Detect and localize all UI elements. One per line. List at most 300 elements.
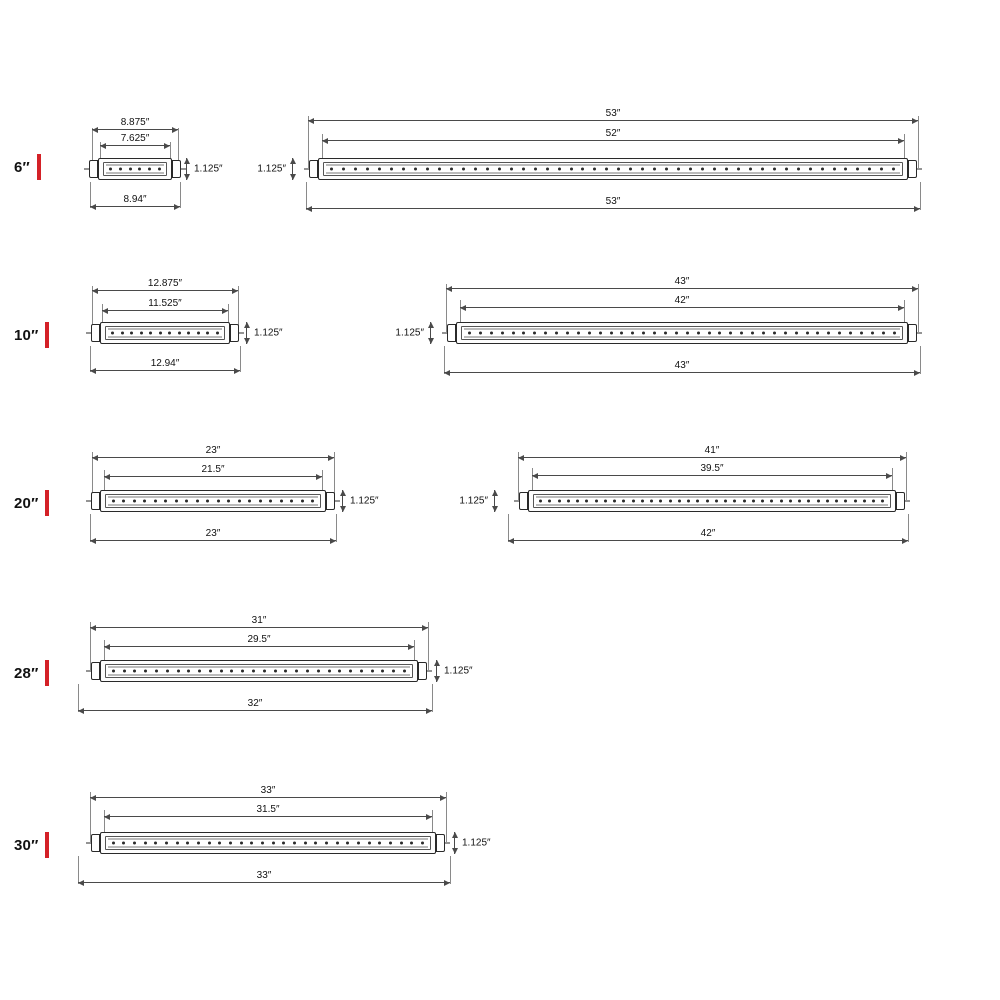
dim-label: 33″	[257, 785, 280, 796]
led-dot	[872, 500, 875, 503]
dim-label: 1.125″	[194, 163, 223, 175]
dim-label: 41″	[701, 445, 724, 456]
led-dot	[280, 500, 283, 503]
led-dot	[301, 500, 304, 503]
led-dot	[761, 168, 764, 171]
dim-top-inner-28in	[104, 634, 414, 647]
ext-line	[336, 514, 337, 542]
led-dot	[642, 332, 645, 335]
ext-line	[920, 182, 921, 210]
led-dot	[438, 168, 441, 171]
dim-bottom-40in	[444, 360, 920, 373]
led-dot	[112, 842, 115, 845]
mounting-bracket-left	[91, 492, 100, 510]
led-dot	[749, 168, 752, 171]
led-dot	[773, 168, 776, 171]
size-label-6in	[14, 154, 41, 180]
led-dot	[274, 670, 277, 673]
led-dot	[743, 500, 746, 503]
led-dot	[641, 168, 644, 171]
dim-height-20in	[342, 490, 379, 512]
led-dot	[835, 500, 838, 503]
led-dot	[338, 670, 341, 673]
led-dot	[629, 168, 632, 171]
dim-label: 32″	[244, 698, 267, 709]
light-bar-38in	[528, 490, 896, 512]
mounting-bracket-left	[519, 492, 528, 510]
led-dot	[154, 842, 157, 845]
dim-height-50in	[257, 158, 293, 180]
led-dot	[677, 168, 680, 171]
led-dot	[833, 168, 836, 171]
mounting-bracket-right	[436, 834, 445, 852]
led-dot	[490, 332, 493, 335]
led-dot	[708, 332, 711, 335]
led-dot	[112, 670, 115, 673]
led-dot	[133, 500, 136, 503]
led-dot	[330, 168, 333, 171]
dim-top-outer-38in	[518, 445, 906, 458]
accent-bar-icon	[45, 832, 49, 858]
led-dot	[121, 332, 124, 335]
ext-line	[908, 514, 909, 542]
led-dot	[414, 168, 417, 171]
led-dot	[751, 332, 754, 335]
led-dot	[880, 168, 883, 171]
led-dot	[282, 842, 285, 845]
mounting-bracket-left	[447, 324, 456, 342]
ext-line	[432, 684, 433, 712]
led-dot	[534, 168, 537, 171]
dim-label: 1.125″	[462, 837, 491, 849]
led-dot	[546, 168, 549, 171]
led-dot	[827, 332, 830, 335]
led-dot	[133, 842, 136, 845]
led-dot	[567, 500, 570, 503]
dim-bottom-30in	[78, 870, 450, 883]
lens-strip	[536, 497, 888, 506]
led-dot	[761, 500, 764, 503]
led-dot	[882, 332, 885, 335]
led-dot	[620, 332, 623, 335]
led-dot	[354, 168, 357, 171]
led-dot	[548, 500, 551, 503]
led-dot	[780, 500, 783, 503]
led-dot	[576, 500, 579, 503]
led-dot	[522, 332, 525, 335]
lens-strip	[326, 165, 900, 174]
dim-height-6in	[186, 158, 223, 180]
led-dot	[807, 500, 810, 503]
ext-line	[906, 452, 907, 500]
dim-top-outer-40in	[446, 276, 918, 289]
led-dot	[148, 168, 151, 171]
led-dot	[856, 168, 859, 171]
led-dot	[198, 670, 201, 673]
dim-top-inner-10in	[102, 298, 228, 311]
led-dot	[689, 168, 692, 171]
led-dot	[259, 500, 262, 503]
dim-label: 23″	[202, 528, 225, 539]
led-dot	[632, 500, 635, 503]
led-dot	[185, 500, 188, 503]
dim-top-outer-10in	[92, 278, 238, 291]
mounting-bracket-right	[172, 160, 181, 178]
ext-line	[240, 346, 241, 372]
led-dot	[209, 670, 212, 673]
led-dot	[317, 670, 320, 673]
led-dot	[806, 332, 809, 335]
size-label-20in-text: 20″	[14, 494, 39, 512]
led-dot	[154, 500, 157, 503]
led-dot	[220, 670, 223, 673]
led-dot	[863, 500, 866, 503]
led-dot	[177, 670, 180, 673]
led-dot	[844, 500, 847, 503]
led-dot	[701, 168, 704, 171]
led-dot	[854, 500, 857, 503]
led-dot	[650, 500, 653, 503]
led-dot	[252, 670, 255, 673]
led-dot	[186, 842, 189, 845]
led-dot	[403, 670, 406, 673]
led-dot	[328, 670, 331, 673]
dim-label: 12.94″	[147, 358, 184, 369]
ext-line	[920, 346, 921, 374]
led-dot	[166, 670, 169, 673]
led-dot	[770, 500, 773, 503]
dim-label: 43″	[671, 360, 694, 371]
led-dot	[410, 842, 413, 845]
led-dot	[686, 332, 689, 335]
led-dot	[158, 168, 161, 171]
led-dot	[585, 500, 588, 503]
dim-height-38in	[459, 490, 495, 512]
dim-bottom-6in	[90, 194, 180, 207]
led-dot	[558, 500, 561, 503]
led-dot	[610, 332, 613, 335]
led-dot	[617, 168, 620, 171]
led-dot	[360, 670, 363, 673]
led-dot	[306, 670, 309, 673]
light-bar-50in	[318, 158, 908, 180]
led-dot	[733, 500, 736, 503]
led-dot	[109, 168, 112, 171]
dim-label: 53″	[602, 196, 625, 207]
dim-label: 29.5″	[243, 634, 274, 645]
led-dot	[849, 332, 852, 335]
led-dot	[725, 168, 728, 171]
led-dot	[227, 500, 230, 503]
led-dot	[119, 168, 122, 171]
led-dot	[165, 842, 168, 845]
led-dot	[263, 670, 266, 673]
ext-line	[446, 792, 447, 842]
accent-bar-icon	[45, 660, 49, 686]
dim-label: 11.525″	[144, 298, 185, 309]
mounting-bracket-left	[89, 160, 98, 178]
led-dot	[486, 168, 489, 171]
mounting-bracket-left	[91, 324, 100, 342]
dim-label: 8.94″	[119, 194, 150, 205]
led-dot	[368, 842, 371, 845]
led-dot	[659, 500, 662, 503]
dim-label: 23″	[202, 445, 225, 456]
dim-label: 7.625″	[117, 133, 154, 144]
led-dot	[378, 168, 381, 171]
led-dot	[604, 500, 607, 503]
led-dot	[678, 500, 681, 503]
led-dot	[706, 500, 709, 503]
led-dot	[349, 670, 352, 673]
dim-top-inner-30in	[104, 804, 432, 817]
led-dot	[269, 500, 272, 503]
light-bar-28in	[100, 660, 418, 682]
led-dot	[653, 168, 656, 171]
lens-strip	[108, 497, 318, 506]
mounting-bracket-right	[908, 324, 917, 342]
dim-label: 12.875″	[144, 278, 186, 289]
led-dot	[272, 842, 275, 845]
dim-bottom-50in	[306, 196, 920, 209]
led-dot	[129, 168, 132, 171]
dim-label: 1.125″	[257, 163, 286, 175]
led-dot	[133, 670, 136, 673]
led-dot	[522, 168, 525, 171]
led-dot	[230, 670, 233, 673]
led-dot	[144, 842, 147, 845]
led-dot	[860, 332, 863, 335]
led-dot	[371, 670, 374, 673]
dim-label: 8.875″	[117, 117, 154, 128]
dim-height-10in	[246, 322, 283, 344]
mounting-bracket-right	[896, 492, 905, 510]
led-dot	[197, 332, 200, 335]
led-dot	[295, 670, 298, 673]
led-dot	[290, 500, 293, 503]
led-dot	[238, 500, 241, 503]
led-dot	[187, 670, 190, 673]
led-dot	[581, 168, 584, 171]
led-dot	[284, 670, 287, 673]
led-dot	[392, 670, 395, 673]
light-bar-20in	[100, 490, 326, 512]
led-dot	[390, 168, 393, 171]
dim-top-inner-6in	[100, 133, 170, 146]
led-dot	[498, 168, 501, 171]
lens-strip	[108, 667, 410, 676]
led-dot	[892, 168, 895, 171]
dim-label: 21.5″	[197, 464, 228, 475]
led-dot	[261, 842, 264, 845]
led-dot	[795, 332, 798, 335]
led-dot	[713, 168, 716, 171]
led-dot	[155, 670, 158, 673]
led-dot	[122, 500, 125, 503]
led-dot	[468, 332, 471, 335]
led-dot	[130, 332, 133, 335]
ext-line	[428, 622, 429, 670]
led-dot	[798, 500, 801, 503]
led-dot	[450, 168, 453, 171]
accent-bar-icon	[45, 490, 49, 516]
led-dot	[346, 842, 349, 845]
dim-top-outer-6in	[92, 117, 178, 130]
dim-top-outer-20in	[92, 445, 334, 458]
led-dot	[631, 332, 634, 335]
dim-label: 39.5″	[696, 463, 727, 474]
accent-bar-icon	[45, 322, 49, 348]
led-dot	[544, 332, 547, 335]
mounting-bracket-right	[418, 662, 427, 680]
led-dot	[752, 500, 755, 503]
size-label-28in-text: 28″	[14, 664, 39, 682]
led-dot	[208, 842, 211, 845]
dim-bottom-20in	[90, 528, 336, 541]
led-dot	[570, 168, 573, 171]
led-dot	[175, 500, 178, 503]
led-dot	[595, 500, 598, 503]
led-dot	[669, 500, 672, 503]
lens-strip	[106, 165, 164, 174]
led-dot	[588, 332, 591, 335]
led-dot	[143, 500, 146, 503]
led-dot	[789, 500, 792, 503]
led-dot	[159, 332, 162, 335]
led-dot	[868, 168, 871, 171]
led-dot	[817, 500, 820, 503]
mounting-bracket-left	[91, 662, 100, 680]
led-dot	[605, 168, 608, 171]
led-dot	[599, 332, 602, 335]
dim-top-inner-38in	[532, 463, 892, 476]
led-dot	[112, 500, 115, 503]
led-dot	[593, 168, 596, 171]
dim-label: 1.125″	[350, 495, 379, 507]
led-dot	[881, 500, 884, 503]
led-dot	[178, 332, 181, 335]
led-dot	[871, 332, 874, 335]
led-dot	[510, 168, 513, 171]
led-dot	[144, 670, 147, 673]
dim-label: 1.125″	[444, 665, 473, 677]
led-dot	[697, 332, 700, 335]
led-dot	[809, 168, 812, 171]
light-bar-6in	[98, 158, 172, 180]
led-dot	[357, 842, 360, 845]
led-dot	[737, 168, 740, 171]
led-dot	[304, 842, 307, 845]
led-dot	[240, 842, 243, 845]
size-label-10in-text: 10″	[14, 326, 39, 344]
led-dot	[311, 500, 314, 503]
dim-label: 43″	[671, 276, 694, 287]
led-dot	[342, 168, 345, 171]
led-dot	[164, 500, 167, 503]
dim-height-28in	[436, 660, 473, 682]
led-dot	[197, 842, 200, 845]
led-dot	[653, 332, 656, 335]
led-dot	[123, 670, 126, 673]
dim-label: 31″	[248, 615, 271, 626]
dim-top-inner-40in	[460, 295, 904, 308]
dim-label: 1.125″	[459, 495, 488, 507]
led-dot	[533, 332, 536, 335]
led-dot	[539, 500, 542, 503]
led-dot	[740, 332, 743, 335]
led-dot	[838, 332, 841, 335]
led-dot	[479, 332, 482, 335]
led-dot	[675, 332, 678, 335]
ext-line	[918, 284, 919, 332]
led-dot	[641, 500, 644, 503]
led-dot	[149, 332, 152, 335]
dim-label: 42″	[697, 528, 720, 539]
size-label-30in-text: 30″	[14, 836, 39, 854]
led-dot	[826, 500, 829, 503]
led-dot	[389, 842, 392, 845]
dim-top-inner-50in	[322, 128, 904, 141]
led-dot	[622, 500, 625, 503]
dim-height-30in	[454, 832, 491, 854]
mounting-bracket-right	[326, 492, 335, 510]
size-label-10in	[14, 322, 49, 348]
led-dot	[176, 842, 179, 845]
ext-line	[450, 856, 451, 884]
led-dot	[421, 842, 424, 845]
led-dot	[558, 168, 561, 171]
led-dot	[206, 500, 209, 503]
led-dot	[773, 332, 776, 335]
led-dot	[381, 670, 384, 673]
led-dot	[512, 332, 515, 335]
led-dot	[378, 842, 381, 845]
led-dot	[241, 670, 244, 673]
led-dot	[366, 168, 369, 171]
lens-strip	[108, 839, 428, 848]
led-dot	[462, 168, 465, 171]
led-dot	[314, 842, 317, 845]
led-dot	[206, 332, 209, 335]
led-dot	[218, 842, 221, 845]
led-dot	[426, 168, 429, 171]
led-dot	[715, 500, 718, 503]
ext-line	[918, 116, 919, 168]
lens-strip	[464, 329, 900, 338]
dim-bottom-38in	[508, 528, 908, 541]
ext-line	[180, 182, 181, 208]
dim-label: 1.125″	[395, 327, 424, 339]
led-dot	[336, 842, 339, 845]
light-bar-10in	[100, 322, 230, 344]
size-label-30in	[14, 832, 49, 858]
dim-bottom-28in	[78, 698, 432, 711]
dim-label: 31.5″	[252, 804, 283, 815]
dim-top-inner-20in	[104, 464, 322, 477]
led-dot	[187, 332, 190, 335]
dim-bottom-10in	[90, 358, 240, 371]
led-dot	[168, 332, 171, 335]
led-dot	[893, 332, 896, 335]
light-bar-30in	[100, 832, 436, 854]
led-dot	[229, 842, 232, 845]
led-dot	[844, 168, 847, 171]
mounting-bracket-left	[309, 160, 318, 178]
led-dot	[122, 842, 125, 845]
led-dot	[816, 332, 819, 335]
led-dot	[501, 332, 504, 335]
led-dot	[566, 332, 569, 335]
